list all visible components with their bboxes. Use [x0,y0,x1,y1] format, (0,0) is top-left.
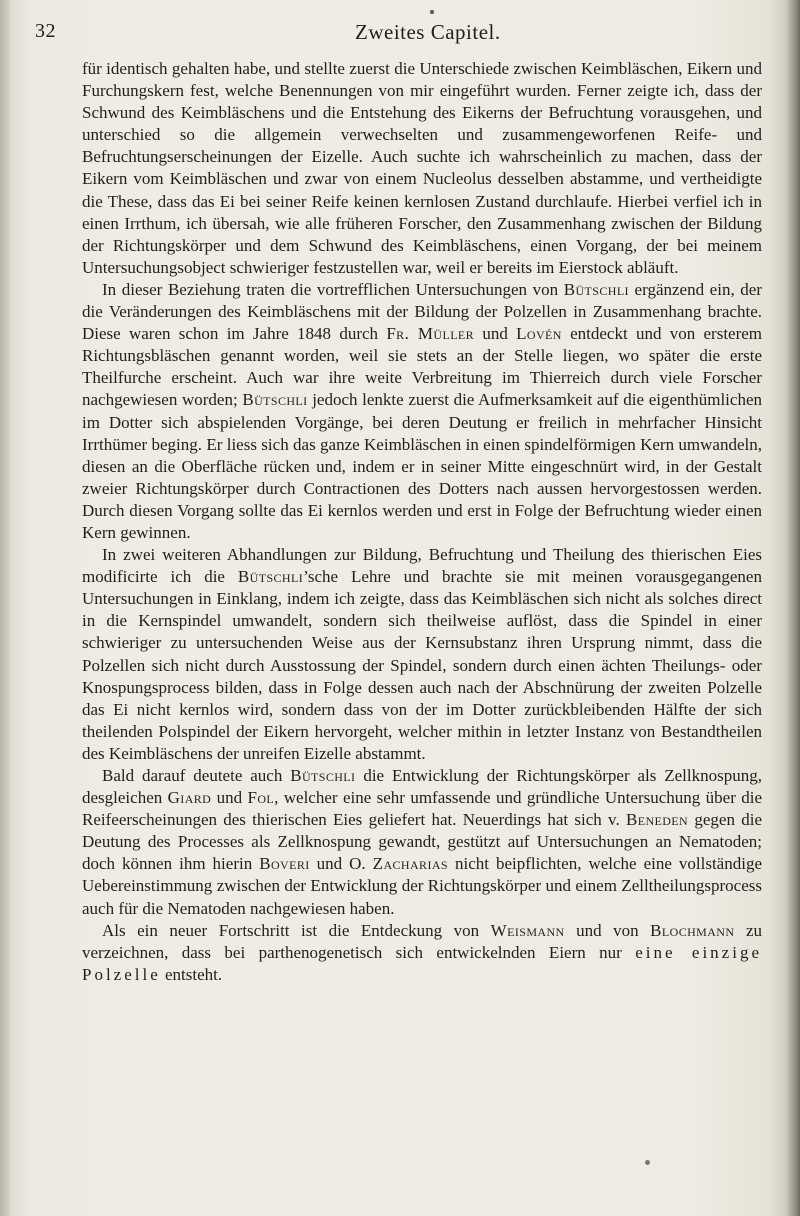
text-run: entsteht. [160,964,223,984]
page-binding-shadow [0,0,10,1216]
text-run: die Entwicklung der Richtungskörper als Zellknospung, desgleichen [82,766,762,808]
body-text [82,58,762,986]
author-name: Boveri [259,854,310,874]
text-run: jedoch lenkte zuerst die Aufmerksamkeit auf die eigenthümlichen im Dotter sich abspielenden Vorgänge, bei deren Deutung er freilich in mehrfacher Hinsicht Irrthümer beging. Er liess sich das ganze Keimbläschen in einen spindelförmigen Kern umwandeln, diesen an die Oberfläche rücken und, indem er in seiner Mitte eingeschnürt wird, in der Gestalt zweier Richtungskörper durch Contractionen des Dotters nach aussen hervorgestossen werden. Durch diesen Vorgang sollte das Ei kernlos werden und erst in Folge der Befruchtung wieder einen Kern gewinnen. [82,390,762,542]
emphasis-text: eine einzige Polzelle [82,942,762,984]
text-run: und [474,324,517,344]
author-name: Fol [247,788,275,808]
text-run: gegen die Deutung des Processes als Zellknospung gewandt, gestützt auf Untersuchungen an Nematoden; doch können ihm hierin [82,810,762,874]
ink-speck [430,10,434,14]
text-run: In dieser Beziehung traten die vortrefflichen Untersuchungen von [102,279,564,299]
text-run: In zwei weiteren Abhandlungen zur Bildung, Befruchtung und Theilung des thierischen Eies modificirte ich die [82,545,762,587]
author-name: Giard [167,788,212,808]
text-run: und O. [309,854,373,874]
paragraph-4 [82,765,762,920]
text-run: und [211,788,248,808]
running-title: Zweites Capitel. [355,20,501,44]
page-header [0,20,800,50]
paragraph-5 [82,920,762,986]
author-name: Bütschli [563,279,629,299]
paragraph-1: für identisch gehalten habe, und stellte zuerst die Unterschiede zwischen Keimbläschen, Eikern und Furchungskern fest, welche Benennungen von mir eingeführt wurden. Ferner zeigte ich, dass der Schwund des Keimbläschens und die Entstehung des Eikerns der Befruchtung vorausgehen, und unterschied so die allgemein verwechselten und zusammengeworfenen Reife- und Befruchtungserscheinungen der Eizelle. Auch suchte ich wahrscheinlich zu machen, dass der Eikern vom Keimbläschen und zwar von einem Nucleolus desselben abstamme, und vertheidigte die These, dass das Ei bei seiner Reife keinen kernlosen Zustand durchlaufe. Hierbei verfiel ich in einen Irrthum, ich übersah, wie alle früheren Forscher, den Zusammenhang zwischen der Bildung der Richtungskörper und dem Schwund des Keimbläschens, einen Vorgang, der bei meinem Untersuchungsobject schwieriger festzustellen war, weil er bereits im Eierstock abläuft. [82,59,762,277]
author-name: Lovén [516,324,562,344]
text-run: ’sche Lehre und brachte sie mit meinen vorausgegangenen Untersuchungen in Einklang, indem ich zeigte, dass das Keimbläschen sich nicht als solches direct in die Kernspindel umwandelt, sondern sich theilweise auflöst, dass die Spindel in einer schwieriger zu untersuchenden Weise aus der Kernsubstanz ihren Ursprung nimmt, dass die Polzellen sich nicht durch Ausstossung der Spindel, sondern durch einen ächten Theilungs- oder Knospungsprocess bilden, dass in Folge dessen auch nach der Abschnürung der zweiten Polzelle das Ei nicht kernlos wird, sondern dass von der im Dotter zurückbleibenden Hälfte der sich theilenden Polspindel der Eikern hervorgeht, welcher mithin in letzter Instanz von Bestandtheilen des Keimbläschens der unreifen Eizelle abstammt. [82,567,762,763]
author-name: Fr. Müller [386,324,475,344]
page-edge-shadow [786,0,800,1216]
author-name: Bütschli [290,766,356,785]
text-run: Als ein neuer Fortschritt ist die Entdeckung von [102,920,491,940]
author-name: Zacharias [372,854,448,874]
author-name: Beneden [625,810,689,830]
author-name: Bütschli [237,567,304,587]
paragraph-2 [82,279,762,544]
text-run: ergänzend ein, der die Veränderungen des Keimbläschens mit der Bildung der Polzellen in Zusammenhang brachte. Diese waren schon im Jahre 1848 durch [82,279,762,344]
text-run: entdeckt und von ersterem Richtungsbläschen genannt worden, weil sie stets an der Stelle liegen, wo später die erste Theilfurche erscheint. Auch war ihre weite Verbreitung im Thierreich durch viele Forscher nachgewiesen worden; [82,324,763,410]
author-name: Blochmann [650,920,735,940]
text-run: nicht beipflichten, welche eine vollständige Uebereinstimmung zwischen der Entwicklung der Richtungskörper und einem Zelltheilungsprocess auch für die Nematoden nachgewiesen haben. [82,854,763,918]
author-name: Weismann [490,920,565,940]
author-name: Bütschli [242,390,308,410]
text-run: Bald darauf deutete auch [102,766,291,785]
text-run: , welcher eine sehr umfassende und gründliche Untersuchung über die Reifeerscheinungen des thierischen Eies geliefert hat. Neuerdings hat sich v. [82,788,762,830]
text-run: und von [564,920,651,940]
paragraph-3 [82,544,762,765]
ink-speck [645,1160,650,1165]
text-run: zu verzeichnen, dass bei parthenogenetisch sich entwickelnden Eiern nur [82,920,763,962]
page-number: 32 [35,20,56,42]
